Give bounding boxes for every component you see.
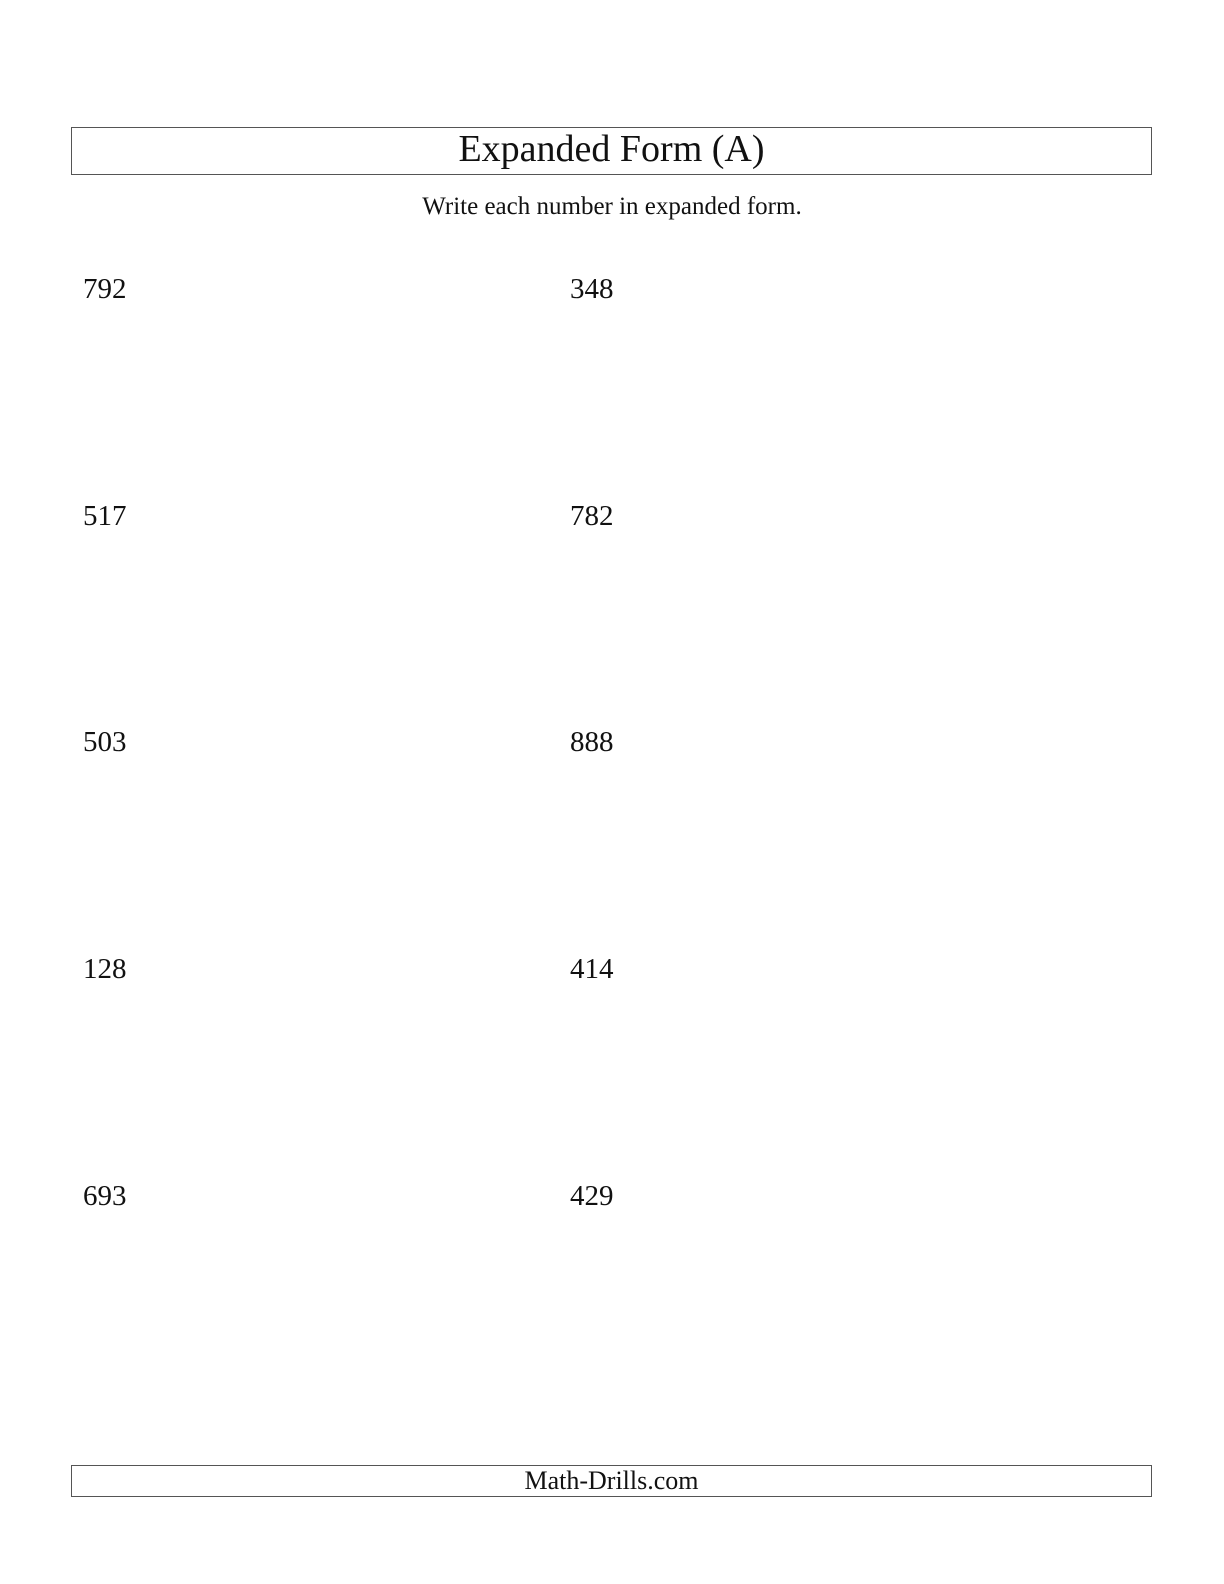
instructions-text: Write each number in expanded form.: [422, 193, 802, 220]
worksheet-title: Expanded Form (A): [458, 128, 765, 170]
problem-number: 782: [570, 500, 614, 532]
problem-number: 888: [570, 726, 614, 758]
footer-box: [71, 1465, 1152, 1497]
problem-number: 414: [570, 953, 614, 985]
problem-number: 503: [83, 726, 127, 758]
problem-number: 348: [570, 273, 614, 305]
problem-number: 128: [83, 953, 127, 985]
problem-number: 792: [83, 273, 127, 305]
footer-text: Math-Drills.com: [524, 1466, 699, 1495]
problem-number: 693: [83, 1180, 127, 1212]
problem-number: 429: [570, 1180, 614, 1212]
problem-number: 517: [83, 500, 127, 532]
